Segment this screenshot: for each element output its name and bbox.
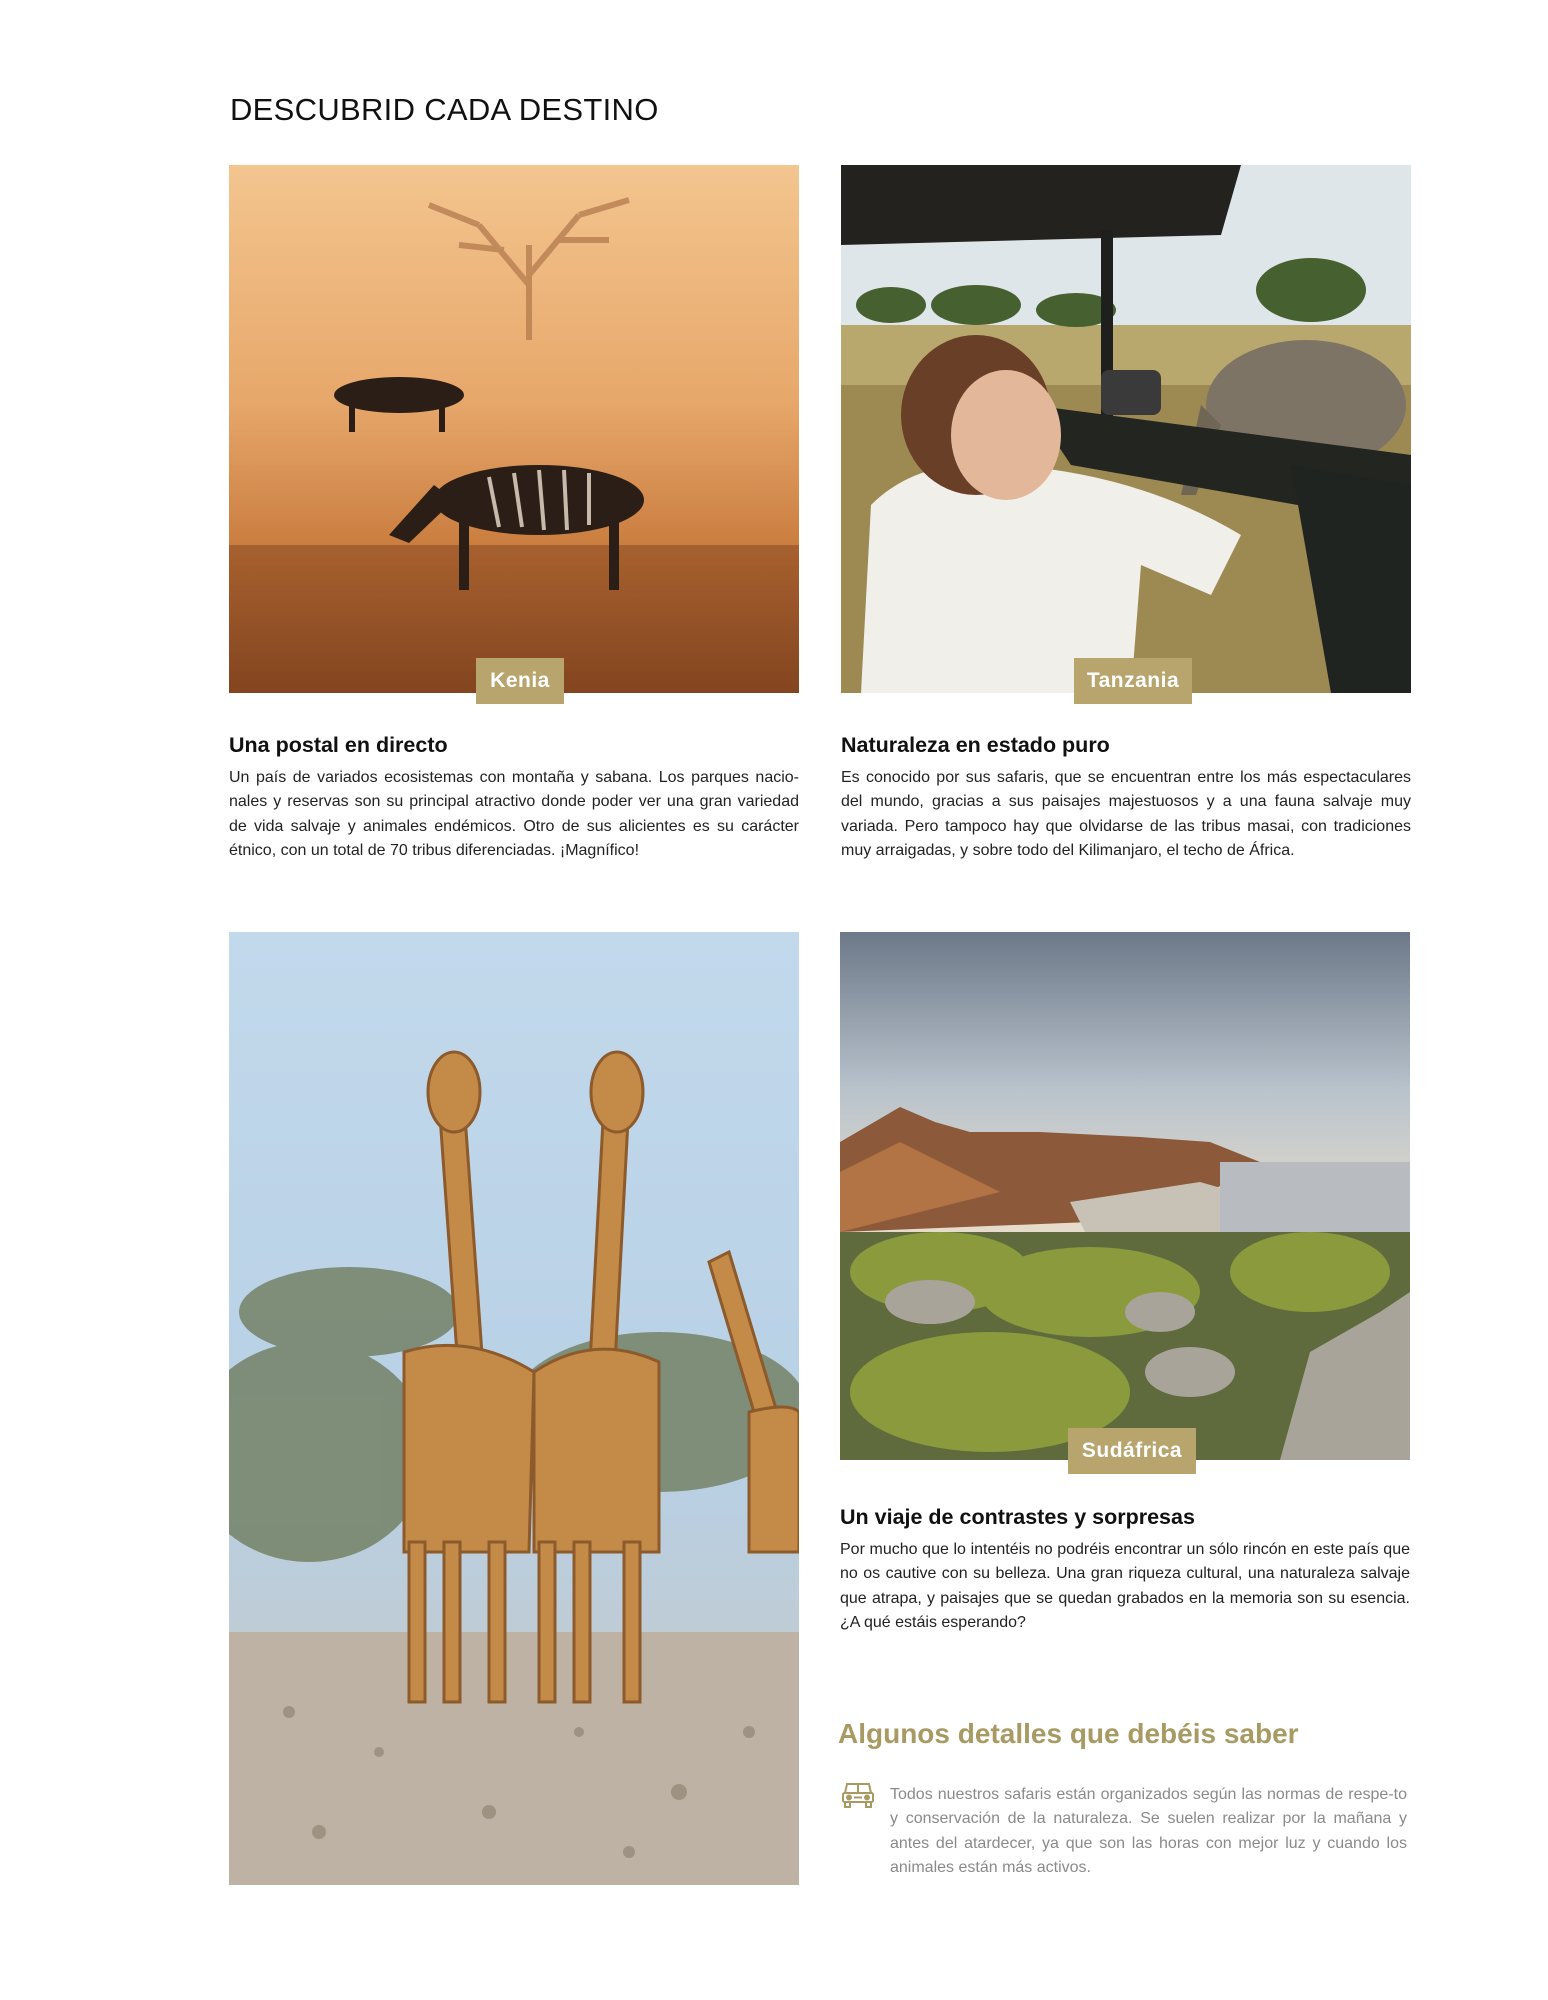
tips-text: Todos nuestros safaris están organizados según las normas de respe-to y conservación de la naturaleza. Se suelen realizar por la mañana y antes del atardecer, ya que son las horas con mejor luz y cuando los animales están más activos. — [890, 1786, 1407, 1876]
kenia-card-text: Un país de variados ecosistemas con montaña y sabana. Los parques nacio-nales y reservas son su principal atractivo donde poder ver una gran variedad de vida salvaje y animales endémicos. Otro de sus alicientes es su carácter étnico, con un total de 70 tribus diferenciadas. ¡Magnífico! — [229, 769, 799, 859]
jeep-icon — [840, 1779, 876, 1809]
page-title: DESCUBRID CADA DESTINO — [230, 92, 659, 127]
kenya-zebra-photo — [229, 165, 799, 693]
sudafrica-landscape-photo — [840, 932, 1410, 1460]
tag-kenia: Kenia — [476, 658, 564, 704]
tag-tanzania: Tanzania — [1074, 658, 1192, 704]
sudafrica-card-text: Por mucho que lo intentéis no podréis encontrar un sólo rincón en este país que no os cautive con su belleza. Una gran riqueza cultural, una naturaleza salvaje que atrapa, y paisajes que se quedan grabados en la memoria son su esencia. ¿A qué estáis esperando? — [840, 1541, 1410, 1631]
kenia-card-title: Una postal en directo — [229, 733, 448, 757]
giraffes-photo — [229, 932, 799, 1885]
tanzania-card-title: Naturaleza en estado puro — [841, 733, 1110, 757]
sudafrica-card-title: Un viaje de contrastes y sorpresas — [840, 1505, 1195, 1529]
tips-heading: Algunos detalles que debéis saber — [838, 1718, 1299, 1749]
tag-sudafrica: Sudáfrica — [1068, 1428, 1196, 1474]
tanzania-card-text: Es conocido por sus safaris, que se encuentran entre los más espectaculares del mundo, gracias a sus paisajes majestuosos y a una fauna salvaje muy variada. Pero tampoco hay que olvidarse de las tribus masai, con tradiciones muy arraigadas, y sobre todo del Kilimanjaro, el techo de África. — [841, 769, 1411, 859]
tanzania-safari-photo — [841, 165, 1411, 693]
